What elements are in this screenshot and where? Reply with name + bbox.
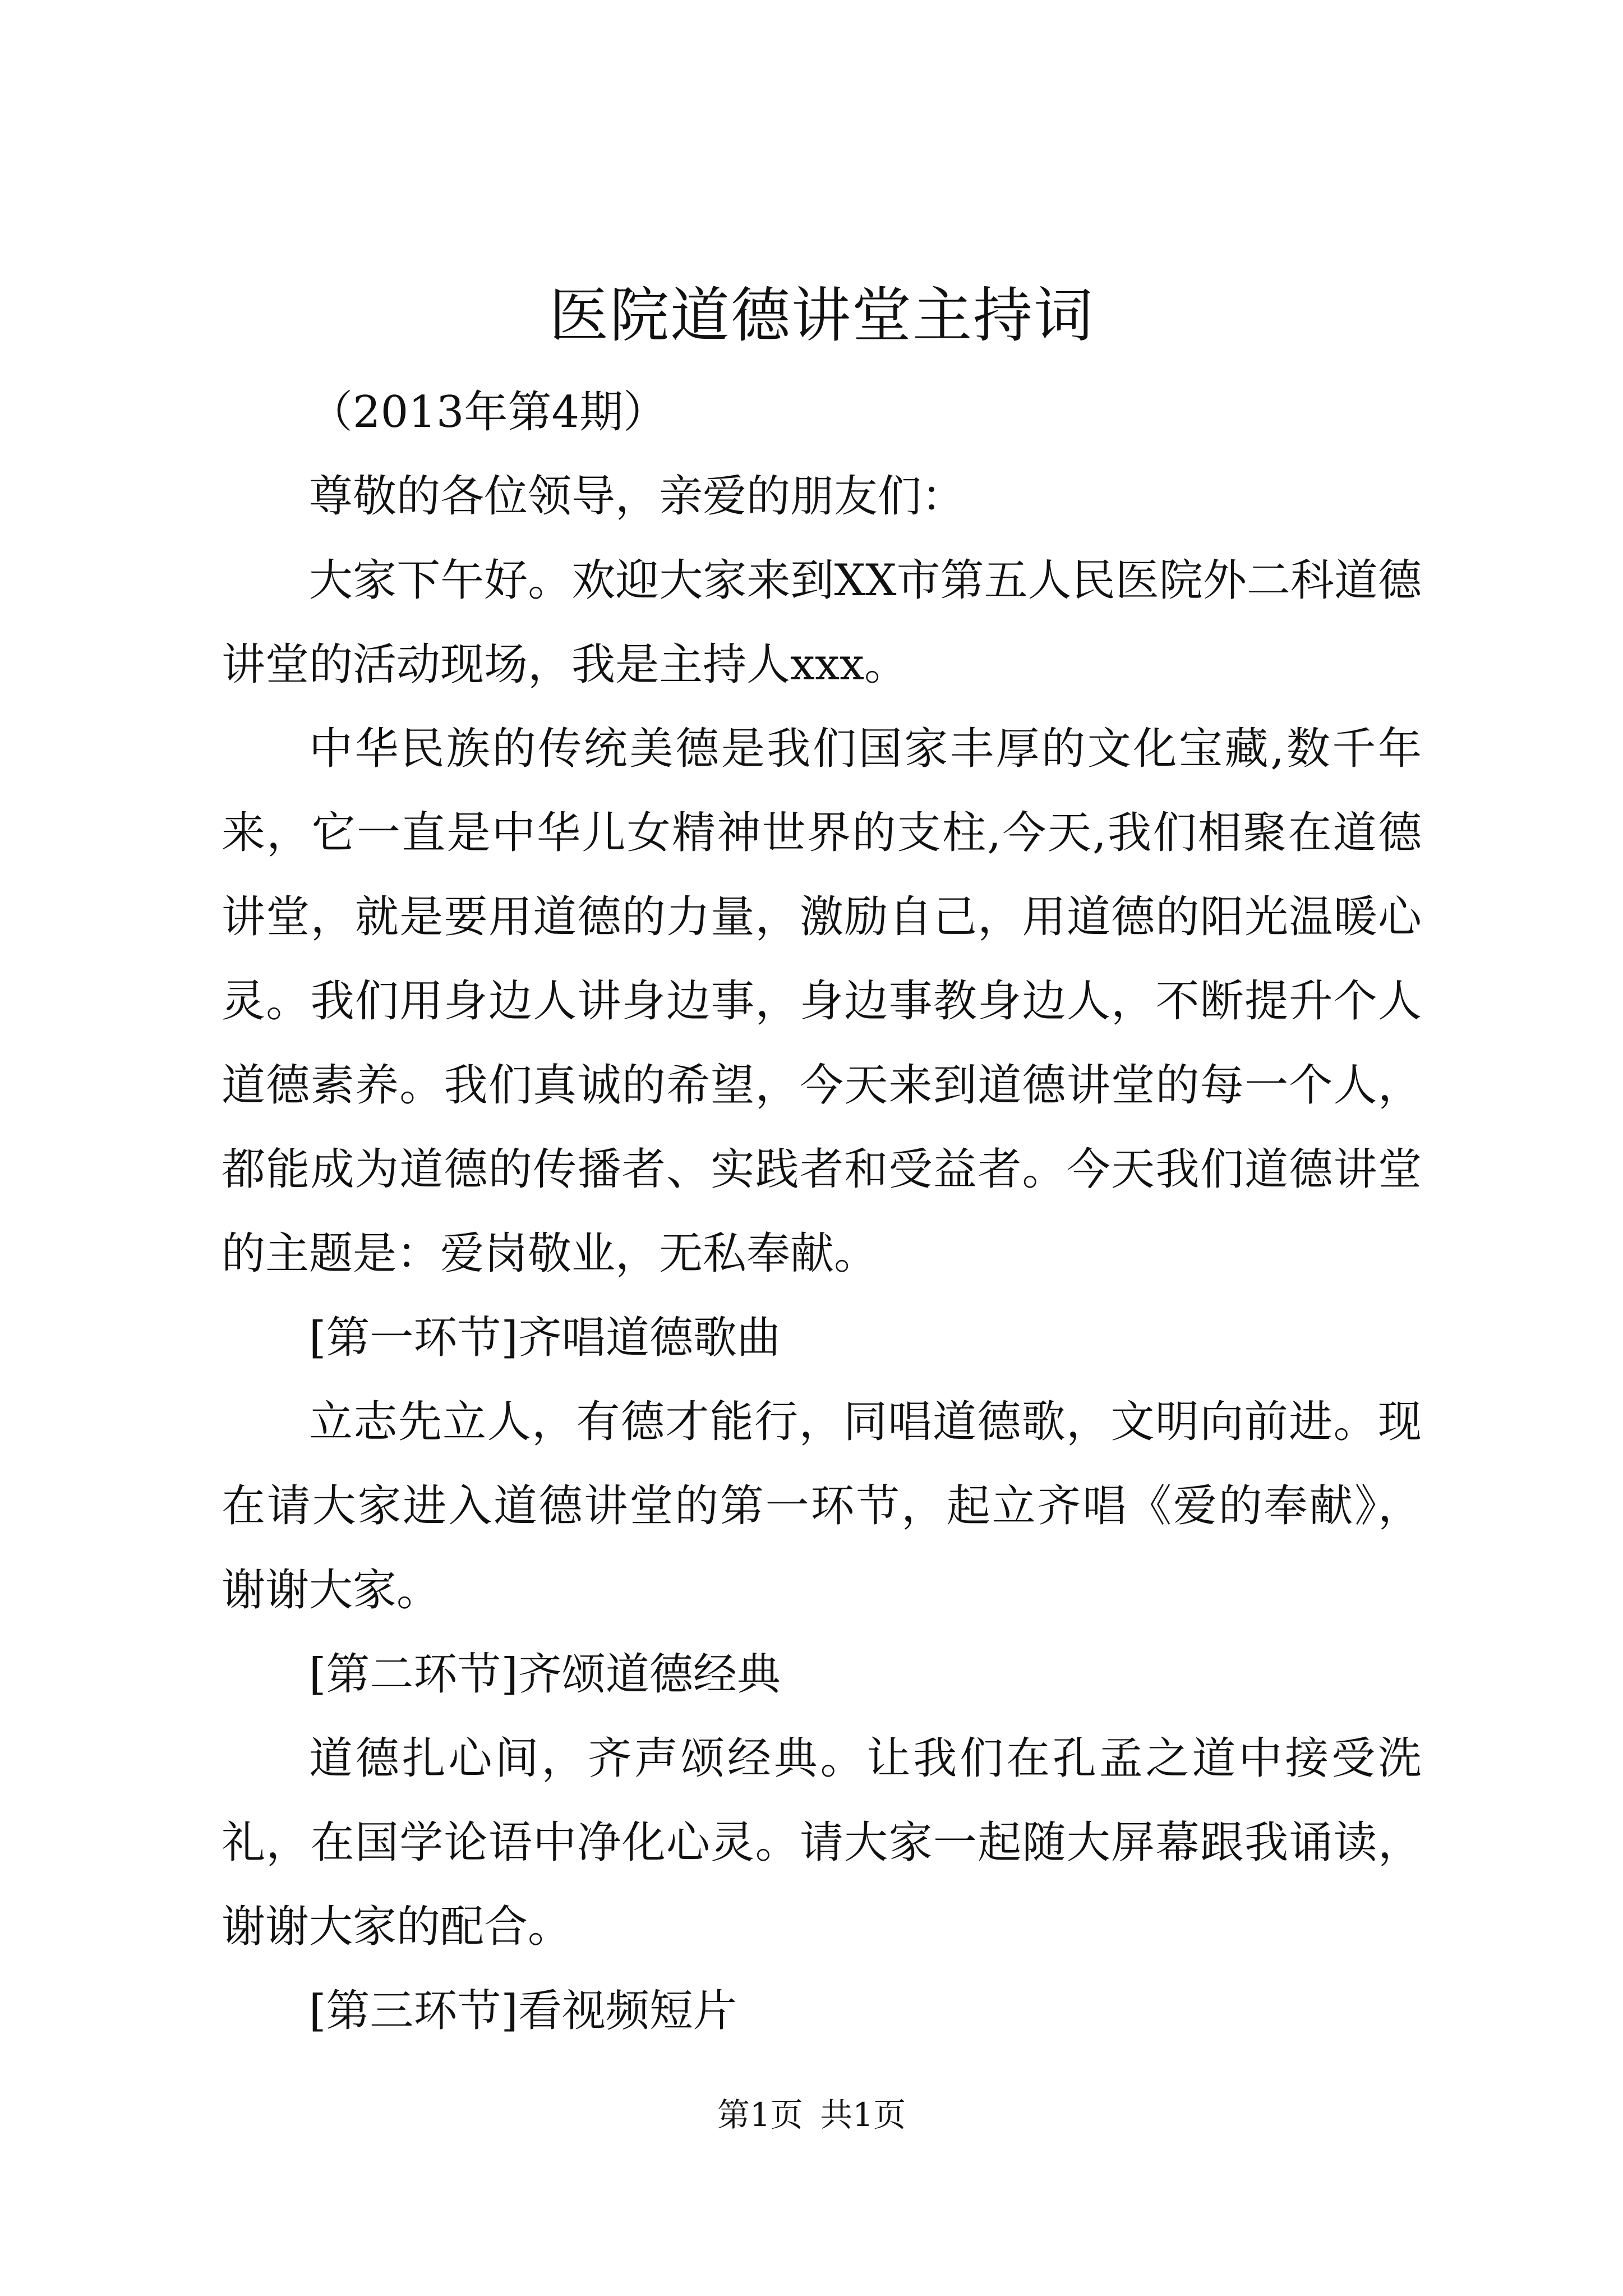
section-heading-1: [第一环节]齐唱道德歌曲	[309, 1313, 781, 1363]
section-2-paragraph: 道德扎心间，齐声颂经典。让我们在孔孟之道中接受洗礼，在国学论语中净化心灵。请大家一起随大屏幕跟我诵读，谢谢大家的配合。	[222, 1733, 1422, 1952]
page-number: 第1页	[717, 2096, 803, 2134]
greeting-paragraph: 大家下午好。欢迎大家来到XX市第五人民医院外二科道德讲堂的活动现场，我是主持人xxx。	[222, 555, 1422, 690]
issue-line: （2013年第4期）	[309, 387, 667, 438]
page-total: 共1页	[820, 2096, 906, 2134]
document-title: 医院道德讲堂主持词	[549, 281, 1094, 350]
intro-paragraph: 中华民族的传统美德是我们国家丰厚的文化宝藏,数千年来，它一直是中华儿女精神世界的支柱,今天,我们相聚在道德讲堂，就是要用道德的力量，激励自己，用道德的阳光温暖心灵。我们用身边人讲身边事，身边事教身边人，不断提升个人道德素养。我们真诚的希望，今天来到道德讲堂的每一个人，都能成为道德的传播者、实践者和受益者。今天我们道德讲堂的主题是：爱岗敬业，无私奉献。	[222, 724, 1422, 1279]
document-body	[222, 274, 1422, 2053]
salutation: 尊敬的各位领导，亲爱的朋友们：	[309, 471, 966, 522]
section-heading-3: [第三环节]看视频短片	[309, 1986, 737, 2036]
section-heading-2: [第二环节]齐颂道德经典	[309, 1649, 781, 1700]
section-1-paragraph: 立志先立人，有德才能行，同唱道德歌，文明向前进。现在请大家进入道德讲堂的第一环节，起立齐唱《爱的奉献》，谢谢大家。	[222, 1397, 1422, 1616]
page-footer	[0, 2092, 1623, 2137]
